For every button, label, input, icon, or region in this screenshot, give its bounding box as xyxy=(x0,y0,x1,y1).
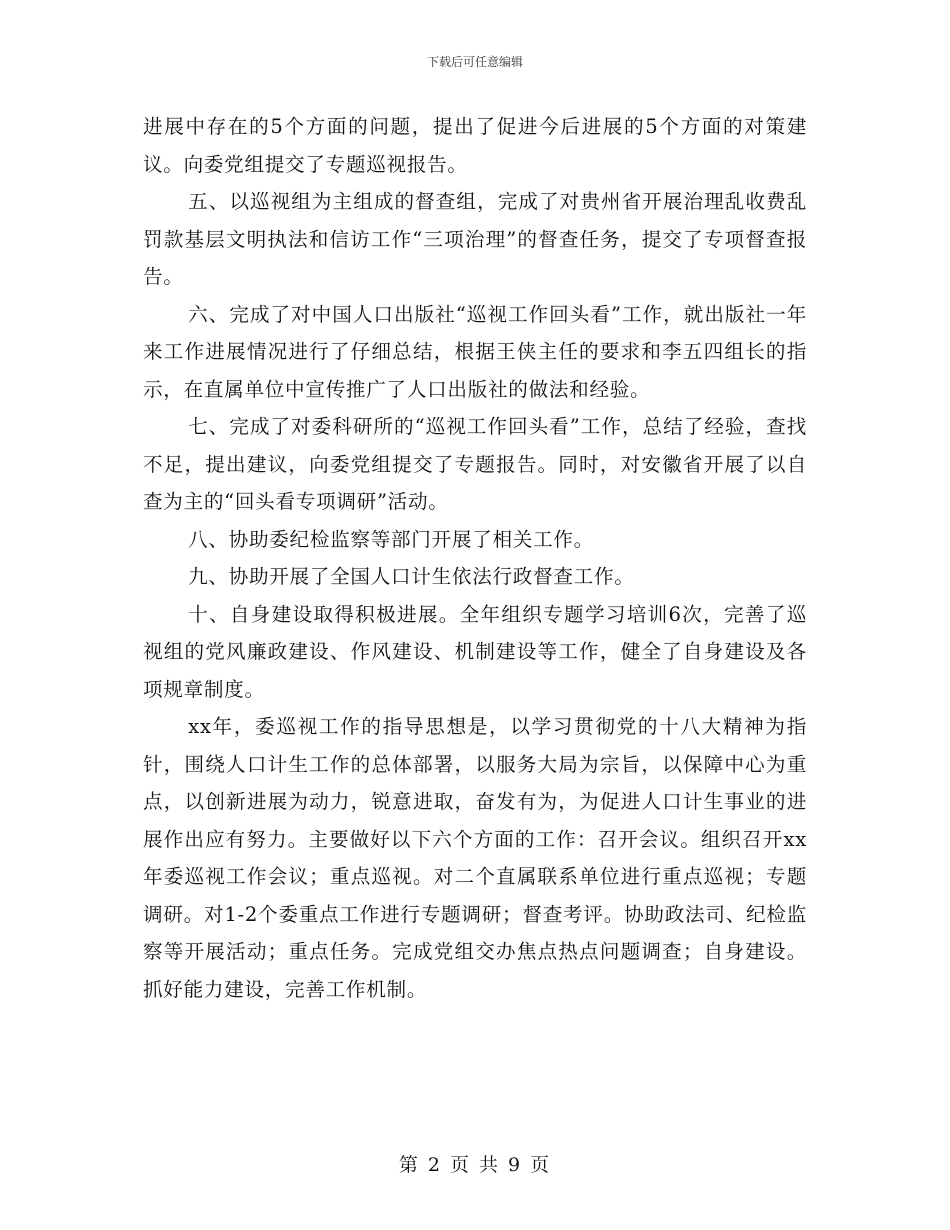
paragraph-item-6: 六、完成了对中国人口出版社“巡视工作回头看”工作，就出版社一年来工作进展情况进行了仔细总结，根据王侠主任的要求和李五四组长的指示，在直属单位中宣传推广了人口出版社的做法和经验。 xyxy=(143,302,807,401)
page-number: 第 2 页 共 9 页 xyxy=(398,1154,552,1176)
paragraph-item-10: 十、自身建设取得积极进展。全年组织专题学习培训6次，完善了巡视组的党风廉政建设、作风建设、机制建设等工作，健全了自身建设及各项规章制度。 xyxy=(143,602,807,701)
paragraph-item-7: 七、完成了对委科研所的“巡视工作回头看”工作，总结了经验，查找不足，提出建议，向委党组提交了专题报告。同时，对安徽省开展了以自查为主的“回头看专项调研”活动。 xyxy=(143,415,807,513)
document-body xyxy=(143,108,807,1008)
paragraph-next-year-plan: xx年，委巡视工作的指导思想是，以学习贯彻党的十八大精神为指针，围绕人口计生工作的总体部署，以服务大局为宗旨，以保障中心为重点，以创新进展为动力，锐意进取，奋发有为，为促进人口计生事业的进展作出应有努力。主要做好以下六个方面的工作：召开会议。组织召开xx年委巡视工作会议；重点巡视。对二个直属联系单位进行重点巡视；专题调研。对1-2个委重点工作进行专题调研；督查考评。协助政法司、纪检监察等开展活动；重点任务。完成党组交办焦点热点问题调查；自身建设。抓好能力建设，完善工作机制。 xyxy=(143,715,807,1001)
paragraph-continuation: 进展中存在的5个方面的问题，提出了促进今后进展的5个方面的对策建议。向委党组提交了专题巡视报告。 xyxy=(143,115,807,176)
paragraph-item-9: 九、协助开展了全国人口计生依法行政督查工作。 xyxy=(188,565,635,588)
paragraph-item-8: 八、协助委纪检监察等部门开展了相关工作。 xyxy=(188,527,594,551)
paragraph-item-5: 五、以巡视组为主组成的督查组，完成了对贵州省开展治理乱收费乱罚款基层文明执法和信访工作“三项治理”的督查任务，提交了专项督查报告。 xyxy=(143,190,807,288)
page-header-note: 下载后可任意编辑 xyxy=(426,55,523,69)
